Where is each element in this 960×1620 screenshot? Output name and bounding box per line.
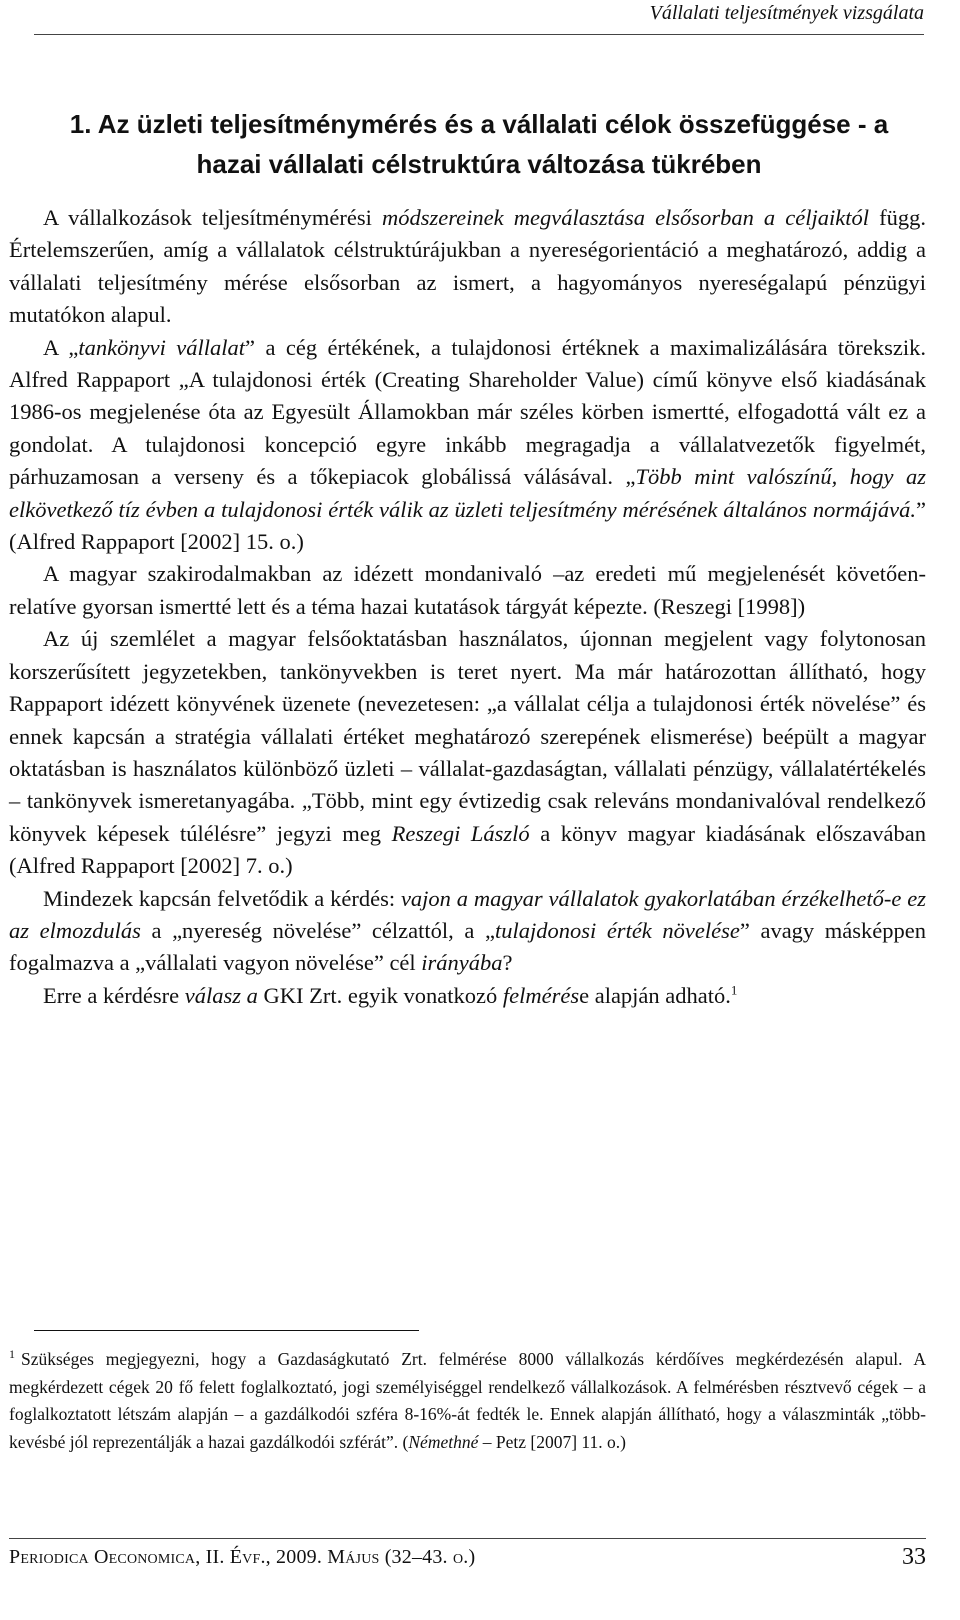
text-span: ?: [502, 950, 513, 976]
emphasis: Több mint valószínű, hogy az elkövetkező tíz évben a tulajdonosi érték válik az üzleti teljesítmény mérésének általános normájává.: [9, 464, 927, 522]
paragraph-1: [9, 202, 926, 332]
emphasis: irányába: [421, 950, 503, 976]
paragraph-6: [9, 980, 926, 1012]
text-span: Erre a kérdésre: [43, 982, 185, 1008]
text-span: ” (Alfred Rappaport [2002] 15. o.): [9, 496, 926, 555]
text-span: ” a cég értékének, a tulajdonosi értéknek a maximalizálására törekszik. Alfred Rappaport „A tulajdonosi érték (Creating Shareholder Value) című könyve első kiadásának 1986-os megjelenése óta az Egyesült Államokban már széles körben ismertté, elfogadottá vált ez a gondolat. A tulajdonosi koncepció egyre inkább megragadja a vállalatvezetők figyelmét, párhuzamosan a verseny és a tőkepiacok globálissá válásával. „: [9, 334, 926, 490]
section-title: 1. Az üzleti teljesítménymérés és a vállalati célok összefüggése - a hazai vállalati célstruktúra változása tükrében: [69, 109, 889, 179]
footnote: [9, 1346, 926, 1456]
text-span: Mindezek kapcsán felvetődik a kérdés:: [43, 885, 401, 911]
page-footer: [9, 1542, 926, 1572]
running-title: Vállalati teljesítmények vizsgálata: [649, 2, 924, 24]
emphasis: válasz a: [184, 982, 258, 1008]
footnote-divider: [34, 1330, 419, 1331]
page-number: 33: [902, 1544, 926, 1570]
text-span: e alapján adható.: [579, 982, 731, 1008]
paragraph-2: [9, 332, 926, 559]
text-span: A „: [43, 334, 79, 360]
text-span: A magyar szakirodalmakban az idézett mondanivaló –az eredeti mű megjelenését követően- relatíve gyorsan ismertté lett és a téma hazai kutatások tárgyát képezte. (Reszegi [1998]): [9, 561, 926, 619]
emphasis: Reszegi László: [391, 820, 530, 846]
footnote-reference[interactable]: 1: [730, 982, 738, 998]
emphasis: felmérés: [502, 982, 580, 1008]
emphasis: Némethné: [408, 1431, 479, 1452]
text-span: a „nyereség növelése” célzattól, a „: [140, 917, 495, 943]
footer-divider: [9, 1538, 926, 1539]
paragraph-3: [9, 558, 926, 623]
text-span: – Petz [2007] 11. o.): [478, 1431, 626, 1452]
header-divider: [34, 34, 924, 35]
emphasis: vajon a magyar vállalatok gyakorlatában érzékelhető-e ez az elmozdulás: [9, 885, 926, 943]
journal-citation: Periodica Oeconomica, II. Évf., 2009. Május (32–43. o.): [9, 1546, 476, 1568]
footnote-mark: 1: [9, 1347, 15, 1362]
text-span: GKI Zrt. egyik vonatkozó: [257, 982, 503, 1008]
body-text: [9, 202, 926, 1012]
text-span: Az új szemlélet a magyar felsőoktatásban használatos, újonnan megjelent vagy folytonosan korszerűsített jegyzetekben, tankönyvekben is teret nyert. Ma már határozottan állítható, hogy Rappaport idézett könyvének üzenete (nevezetesen: „a vállalat célja a tulajdonosi érték növelése” és ennek kapcsán a stratégia vállalati értéket meghatározó szerepének elismerése) beépült a magyar oktatásban is használatos különböző üzleti – vállalat-gazdaságtan, vállalati pénzügy, vállalatértékelés – tankönyvek ismeretanyagába. „Több, mint egy évtizedig csak releváns mondanivalóval rendelkező könyvek képesek túlélésre” jegyzi meg: [9, 626, 926, 846]
text-span: függ. Értelemszerűen, amíg a vállalatok célstruktúrájukban a nyereségorientáció a meghatározó, addig a vállalati teljesítmény mérése elsősorban az ismert, a hagyományos nyereségalapú pénzügyi mutatókon alapul.: [9, 205, 926, 328]
paragraph-4: [9, 623, 926, 882]
text-span: Szükséges megjegyezni, hogy a Gazdaságkutató Zrt. felmérése 8000 vállalkozás kérdőíves megkérdezésén alapul. A megkérdezett cégek 20 fő felett foglalkoztató, jogi személyiséggel rendelkező vállalkozások. A felmérésben résztvevő cégek – a foglalkoztatott létszám alapján – a gazdálkodói szféra 8-16%-át fedték le. Ennek alapján állítható, hogy a válaszminták „több-kevésbé jól reprezentálják a hazai gazdálkodói szférát”. (: [9, 1349, 926, 1452]
text-span: ” avagy másképpen fogalmazva a „vállalati vagyon növelése” cél: [9, 917, 926, 976]
text-span: a könyv magyar kiadásának előszavában (Alfred Rappaport [2002] 7. o.): [9, 820, 926, 879]
text-span: A vállalkozások teljesítménymérési: [43, 205, 382, 230]
emphasis: tankönyvi vállalat: [78, 334, 246, 360]
emphasis: tulajdonosi érték növelése: [494, 917, 740, 943]
running-header: [34, 0, 924, 36]
paragraph-5: [9, 883, 926, 980]
emphasis: módszereinek megválasztása elsősorban a céljaiktól: [381, 205, 870, 230]
